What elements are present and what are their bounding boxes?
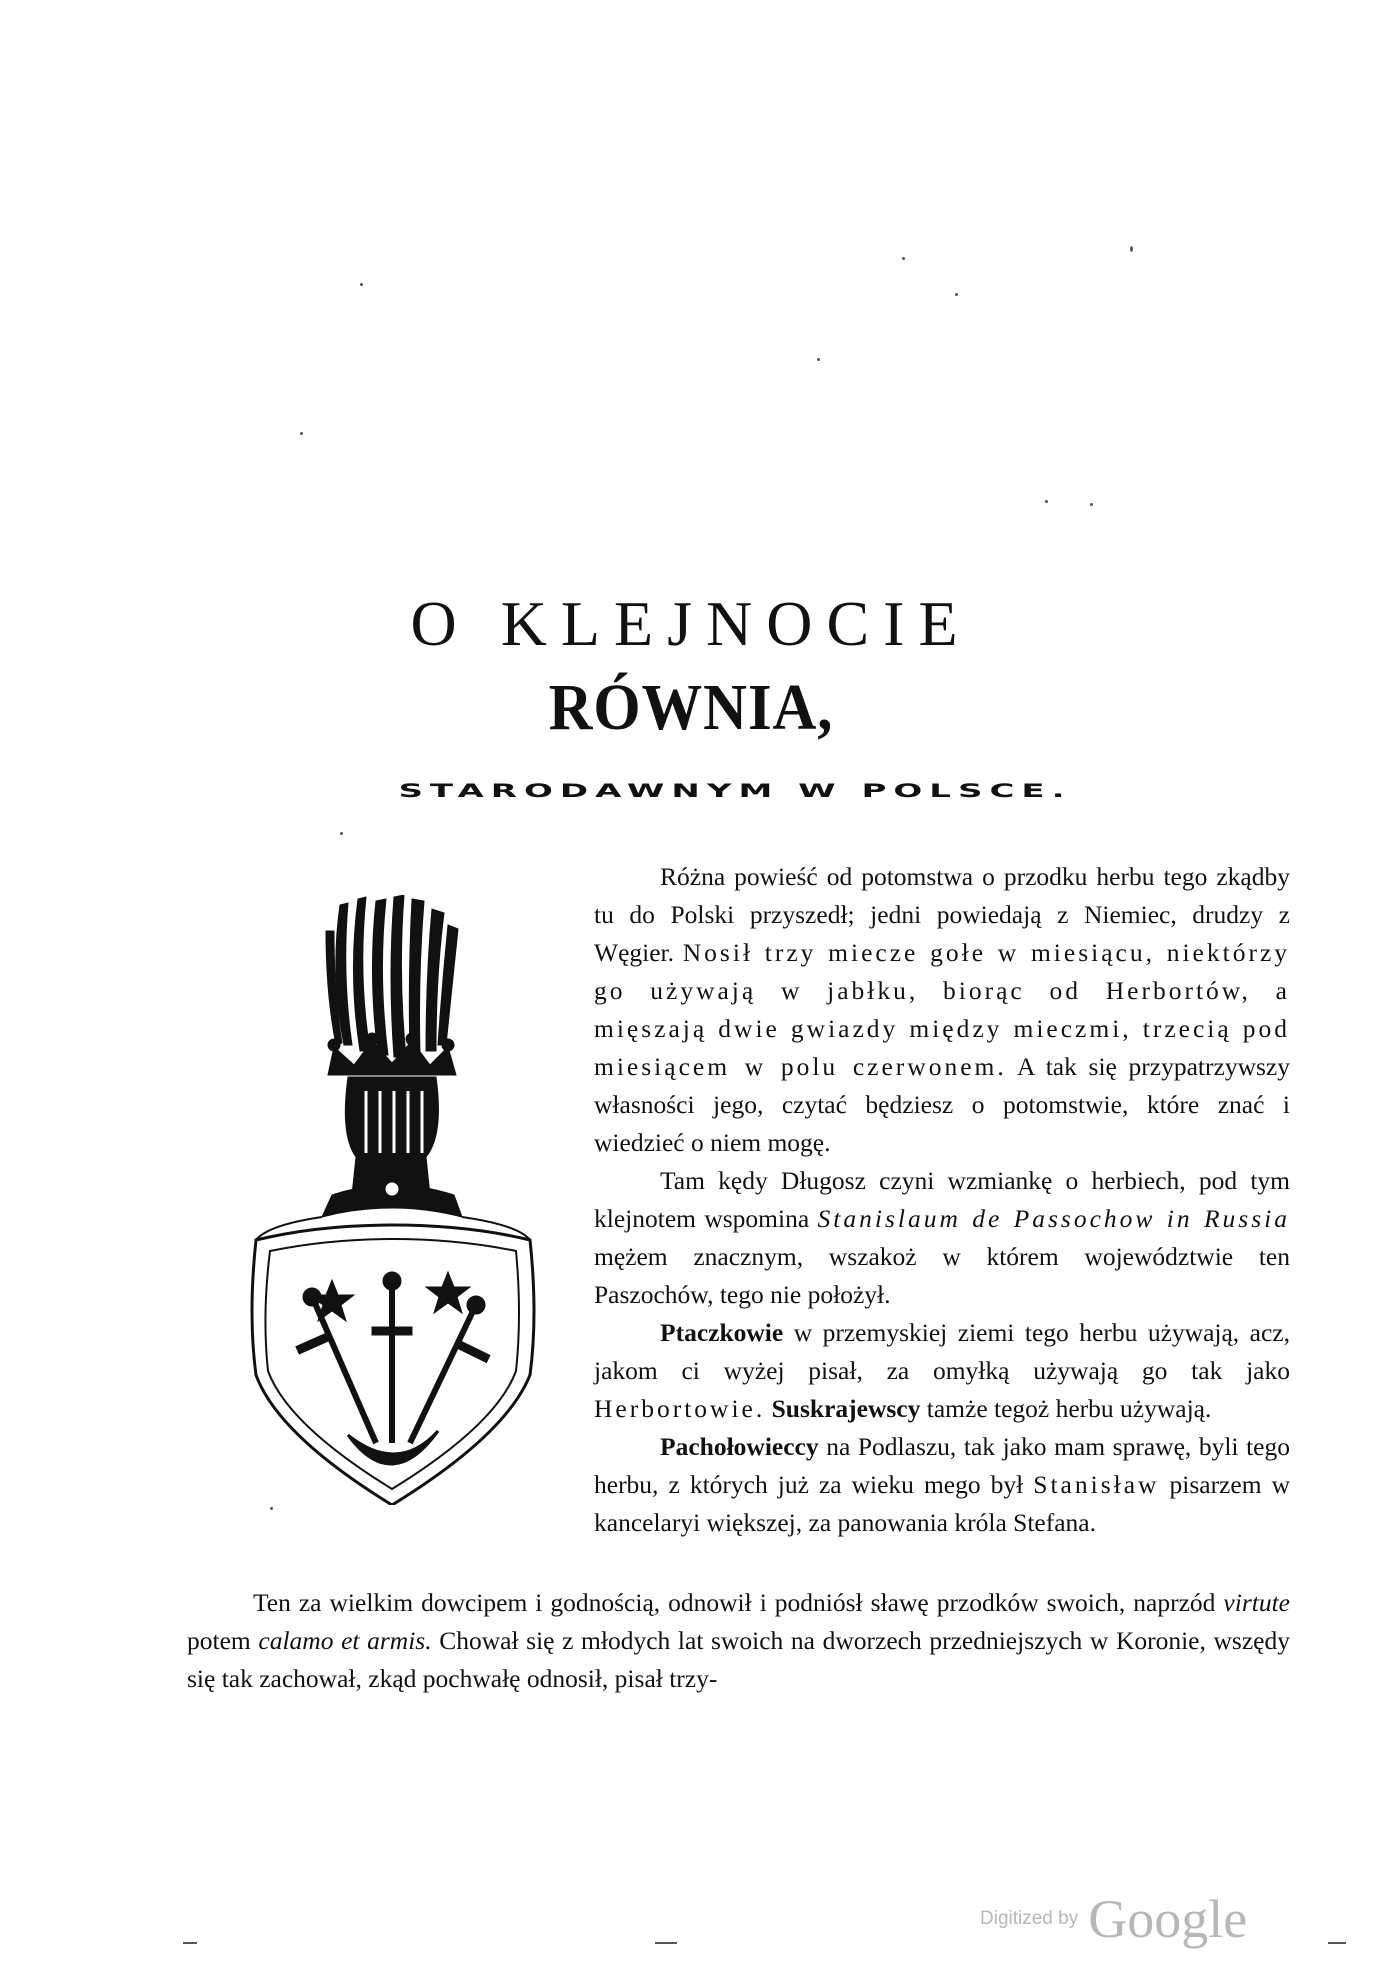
paragraph: Różna powieść od potomstwa o przodku herbu tego zkądby tu do Polski przyszedł; jedni powiedają z Niemiec, drudzy z Węgier. Nosił trzy miecze gołe w miesiącu, niektórzy go używają w jabłku, biorąc od Herbortów, a mięszają dwie gwiazdy między mieczmi, trzecią pod miesiącem w polu czerwonem. A tak się przypatrzywszy własności jego, czytać będziesz o potomstwie, które znać i wiedzieć o niem mogę. (594, 862, 1291, 1157)
scan-speck (902, 257, 905, 260)
helmet-icon (322, 1077, 462, 1217)
text-full-width (187, 1584, 1290, 1698)
digitized-by-google-watermark (980, 1888, 1280, 1948)
title-banner: STARODAWNYM W POLSCE. (398, 780, 1072, 802)
scan-speck (270, 1507, 273, 1510)
watermark-prefix: Digitized by (980, 1908, 1079, 1929)
scan-speck (1090, 503, 1093, 506)
coat-of-arms-name: RÓWNIA, (548, 671, 834, 744)
scan-speck (1130, 246, 1133, 252)
scan-speck (1328, 1942, 1346, 1944)
scan-speck (655, 1942, 677, 1944)
scan-speck (955, 293, 958, 296)
scan-speck (300, 432, 303, 435)
scan-speck (183, 1942, 197, 1944)
scan-speck (817, 358, 820, 361)
paragraph: Pachołowieccy na Podlaszu, tak jako mam sprawę, byli tego herbu, z których już za wieku mego był Stanisław pisarzem w kancelaryi większej, za panowania króla Stefana. (594, 1432, 1290, 1537)
plume-icon (326, 895, 458, 1057)
paragraph: Tam kędy Długosz czyni wzmiankę o herbiech, pod tym klejnotem wspomina Stanislaum de Passochow in Russia mężem znacznym, wszakoż w którem województwie ten Paszochów, tego nie położył. (594, 1166, 1290, 1309)
paragraph: Ptaczkowie w przemyskiej ziemi tego herbu używają, acz, jakom ci wyżej pisał, za omyłką używają go tak jako Herbortowie. Suskrajewscy tamże tegoż herbu używają. (594, 1318, 1290, 1423)
paragraph: Ten za wielkim dowcipem i godnością, odnowił i podniósł sławę przodków swoich, naprzód virtute potem calamo et armis. Chował się z młodych lat swoich na dworzech przedniejszych w Koronie, wszędy się tak zachował, zkąd pochwałę odnosił, pisał trzy- (187, 1588, 1290, 1693)
text-column (594, 858, 1290, 1542)
scan-speck (340, 832, 343, 835)
scan-speck (1045, 500, 1048, 503)
google-logo: Google (1088, 1889, 1248, 1949)
coat-of-arms-icon (248, 895, 538, 1505)
scan-speck (360, 283, 363, 286)
page-title: O KLEJNOCIE (410, 588, 972, 659)
